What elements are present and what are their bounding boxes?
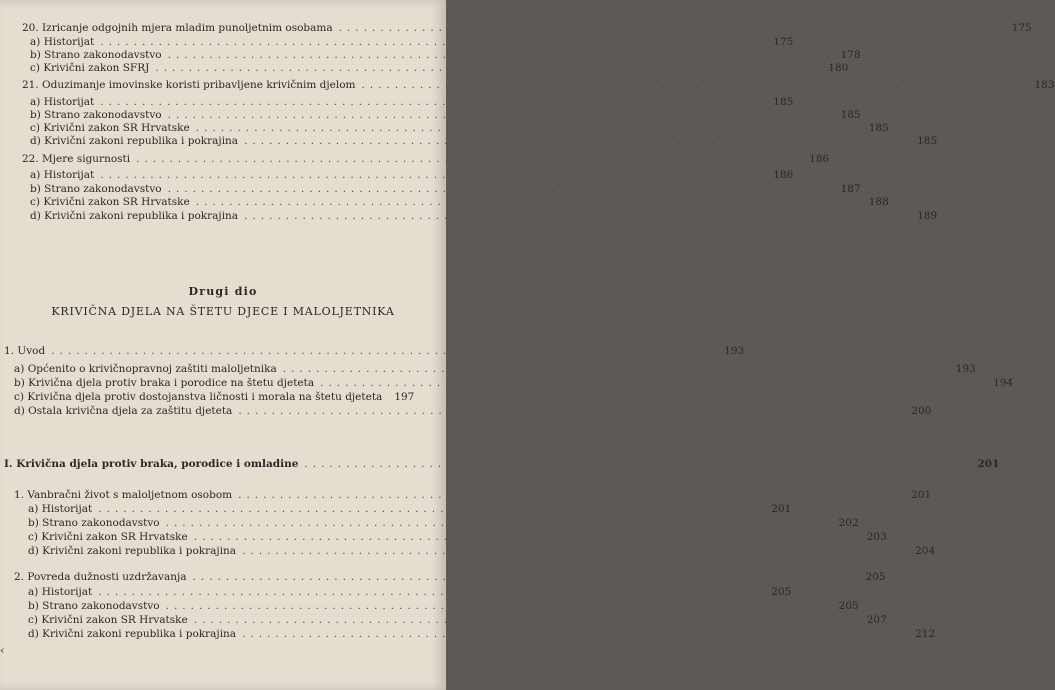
toc-entry-title: a) Historijat [30,169,95,181]
toc-leader-dots: ................................................................................ [361,79,1029,91]
toc-page-number: 212 [915,628,936,640]
toc-page-number: 201 [771,503,792,515]
toc-page-number: 203 [866,531,887,543]
toc-entry-title: 2. Povreda dužnosti uzdržavanja [14,571,187,583]
toc-entry-title: c) Krivični zakon SR Hrvatske [30,196,190,208]
toc-leader-dots: ................................................................................ [155,62,823,74]
toc-entry [14,362,976,376]
toc-page-number: 175 [1011,22,1032,34]
toc-entry-title: b) Krivična djela protiv braka i porodice na štetu djeteta [14,377,315,389]
toc-page-number: 202 [838,517,859,529]
toc-leader-dots: ................................................................................ [193,531,861,543]
toc-entry-title: d) Krivični zakoni republika i pokrajina [30,135,239,147]
toc-leader-dots: ................................................................................ [244,135,912,147]
toc-leader-dots: ................................................................................ [304,458,972,470]
toc-entry [30,108,861,122]
toc-leader-dots: ................................................................................ [100,36,768,48]
toc-entry [28,516,859,530]
toc-leader-dots: ................................................................................ [98,586,766,598]
toc-entry [28,544,936,558]
toc-entry [4,344,745,358]
toc-page-number: 194 [993,377,1014,389]
toc-entry-title: c) Krivični zakon SR Hrvatske [30,122,190,134]
toc-leader-dots: ................................................................................ [338,22,1006,34]
toc-leader-dots: ................................................................................ [136,153,804,165]
toc-entry-title: 1. Uvod [4,345,46,357]
toc-entry-title: a) Historijat [30,96,95,108]
toc-page-number: 201 [911,489,932,501]
toc-entry-title: 1. Vanbračni život s maloljetnom osobom [14,489,233,501]
toc-entry [22,152,830,166]
toc-leader-dots: ................................................................................ [167,109,835,121]
toc-entry-title: 20. Izricanje odgojnih mjera mladim punoljetnim osobama [22,22,333,34]
toc-entry [30,182,861,196]
toc-entry-title: b) Strano zakonodavstvo [30,109,162,121]
toc-entry [28,502,792,516]
toc-entry-title: a) Historijat [28,503,93,515]
toc-leader-dots: ................................................................................ [167,183,835,195]
toc-entry-title: a) Općenito o krivičnopravnoj zaštiti maloljetnika [14,363,277,375]
toc-page-number: 185 [917,135,938,147]
toc-page-number: 200 [911,405,932,417]
toc-entry-title: c) Krivični zakon SR Hrvatske [28,531,188,543]
toc-entry [14,570,886,584]
toc-entry [30,168,794,182]
toc-leader-dots: ................................................................................ [238,405,906,417]
toc-entry-title: 22. Mjere sigurnosti [22,153,131,165]
toc-entry-title: b) Strano zakonodavstvo [30,183,162,195]
toc-page-number: 193 [724,345,745,357]
toc-entry-title: c) Krivični zakon SFRJ [30,62,150,74]
toc-entry-title: c) Krivični zakon SR Hrvatske [28,614,188,626]
toc-page-number: 180 [828,62,849,74]
toc-entry [30,209,938,223]
toc-leader-dots: ................................................................................ [165,600,833,612]
toc-leader-dots: ................................................................................ [51,345,719,357]
toc-entry-title: d) Krivični zakoni republika i pokrajina [30,210,239,222]
toc-entry [14,376,1014,390]
toc-page-number: 204 [915,545,936,557]
toc-entry-title: c) Krivična djela protiv dostojanstva ličnosti i morala na štetu djeteta [14,391,383,403]
toc-leader-dots: ................................................................................ [165,517,833,529]
toc-leader-dots: ................................................................................ [238,489,906,501]
toc-entry-title: d) Krivični zakoni republika i pokrajina [28,628,237,640]
toc-page-number: 207 [866,614,887,626]
toc-leader-dots: ................................................................................ [98,503,766,515]
toc-leader-dots: ................................................................................ [193,614,861,626]
toc-page-number: 185 [840,109,861,121]
toc-page-number: 205 [838,600,859,612]
toc-leader-dots: ................................................................................ [167,49,835,61]
toc-entry-title: b) Strano zakonodavstvo [28,517,160,529]
toc-entry [30,121,889,135]
toc-entry [28,585,792,599]
toc-entry [14,488,932,502]
toc-page-number: 185 [773,96,794,108]
toc-entry [28,627,936,641]
toc-page-number: 175 [773,36,794,48]
toc-page-number: 197 [394,391,415,403]
toc-page-number: 188 [868,196,889,208]
toc-leader-dots: ................................................................................ [100,96,768,108]
toc-entry-title: a) Historijat [28,586,93,598]
toc-entry [30,134,938,148]
toc-entry-title: d) Ostala krivična djela za zaštitu djeteta [14,405,233,417]
part-title: Drugi dio [188,285,258,298]
part-subtitle: KRIVIČNA DJELA NA ŠTETU DJECE I MALOLJETNIKA [51,305,395,318]
toc-page-number: 178 [840,49,861,61]
toc-entry-title: 21. Oduzimanje imovinske koristi pribavljene krivičnim djelom [22,79,356,91]
toc-leader-dots: ................................................................................ [192,571,860,583]
toc-leader-dots: ................................................................................ [195,196,863,208]
toc-entry [14,390,415,404]
toc-page-number: 201 [977,458,1000,470]
toc-entry-title: d) Krivični zakoni republika i pokrajina [28,545,237,557]
toc-entry-title: b) Strano zakonodavstvo [28,600,160,612]
toc-page-number: 205 [865,571,886,583]
toc-leader-dots: ................................................................................ [244,210,912,222]
toc-entry [30,48,861,62]
toc-entry [22,78,1055,92]
toc-leader-dots: ................................................................................ [242,628,910,640]
toc-leader-dots: ................................................................................ [195,122,863,134]
toc-entry [4,457,1000,471]
toc-entry [14,404,932,418]
toc-entry-title: I. Krivična djela protiv braka, porodice i omladine [4,458,299,470]
toc-page-number: 193 [955,363,976,375]
toc-page-number: 187 [840,183,861,195]
toc-leader-dots: ................................................................................ [320,377,988,389]
toc-entry [30,95,794,109]
toc-page-number: 183 [1034,79,1055,91]
toc-page-number: 189 [917,210,938,222]
toc-page-number: 186 [773,169,794,181]
toc-entry [28,613,887,627]
toc-leader-dots: ................................................................................ [282,363,950,375]
toc-entry-title: a) Historijat [30,36,95,48]
toc-page-number: 205 [771,586,792,598]
margin-mark: ‹ [0,644,5,657]
toc-page-number: 186 [809,153,830,165]
toc-entry [28,599,859,613]
toc-entry-title: b) Strano zakonodavstvo [30,49,162,61]
toc-entry [30,35,794,49]
toc-leader-dots: ................................................................................ [100,169,768,181]
toc-page-number: 185 [868,122,889,134]
toc-leader-dots: ................................................................................ [242,545,910,557]
toc-entry [30,195,889,209]
toc-entry [28,530,887,544]
toc-entry [30,61,849,75]
toc-entry [22,21,1032,35]
